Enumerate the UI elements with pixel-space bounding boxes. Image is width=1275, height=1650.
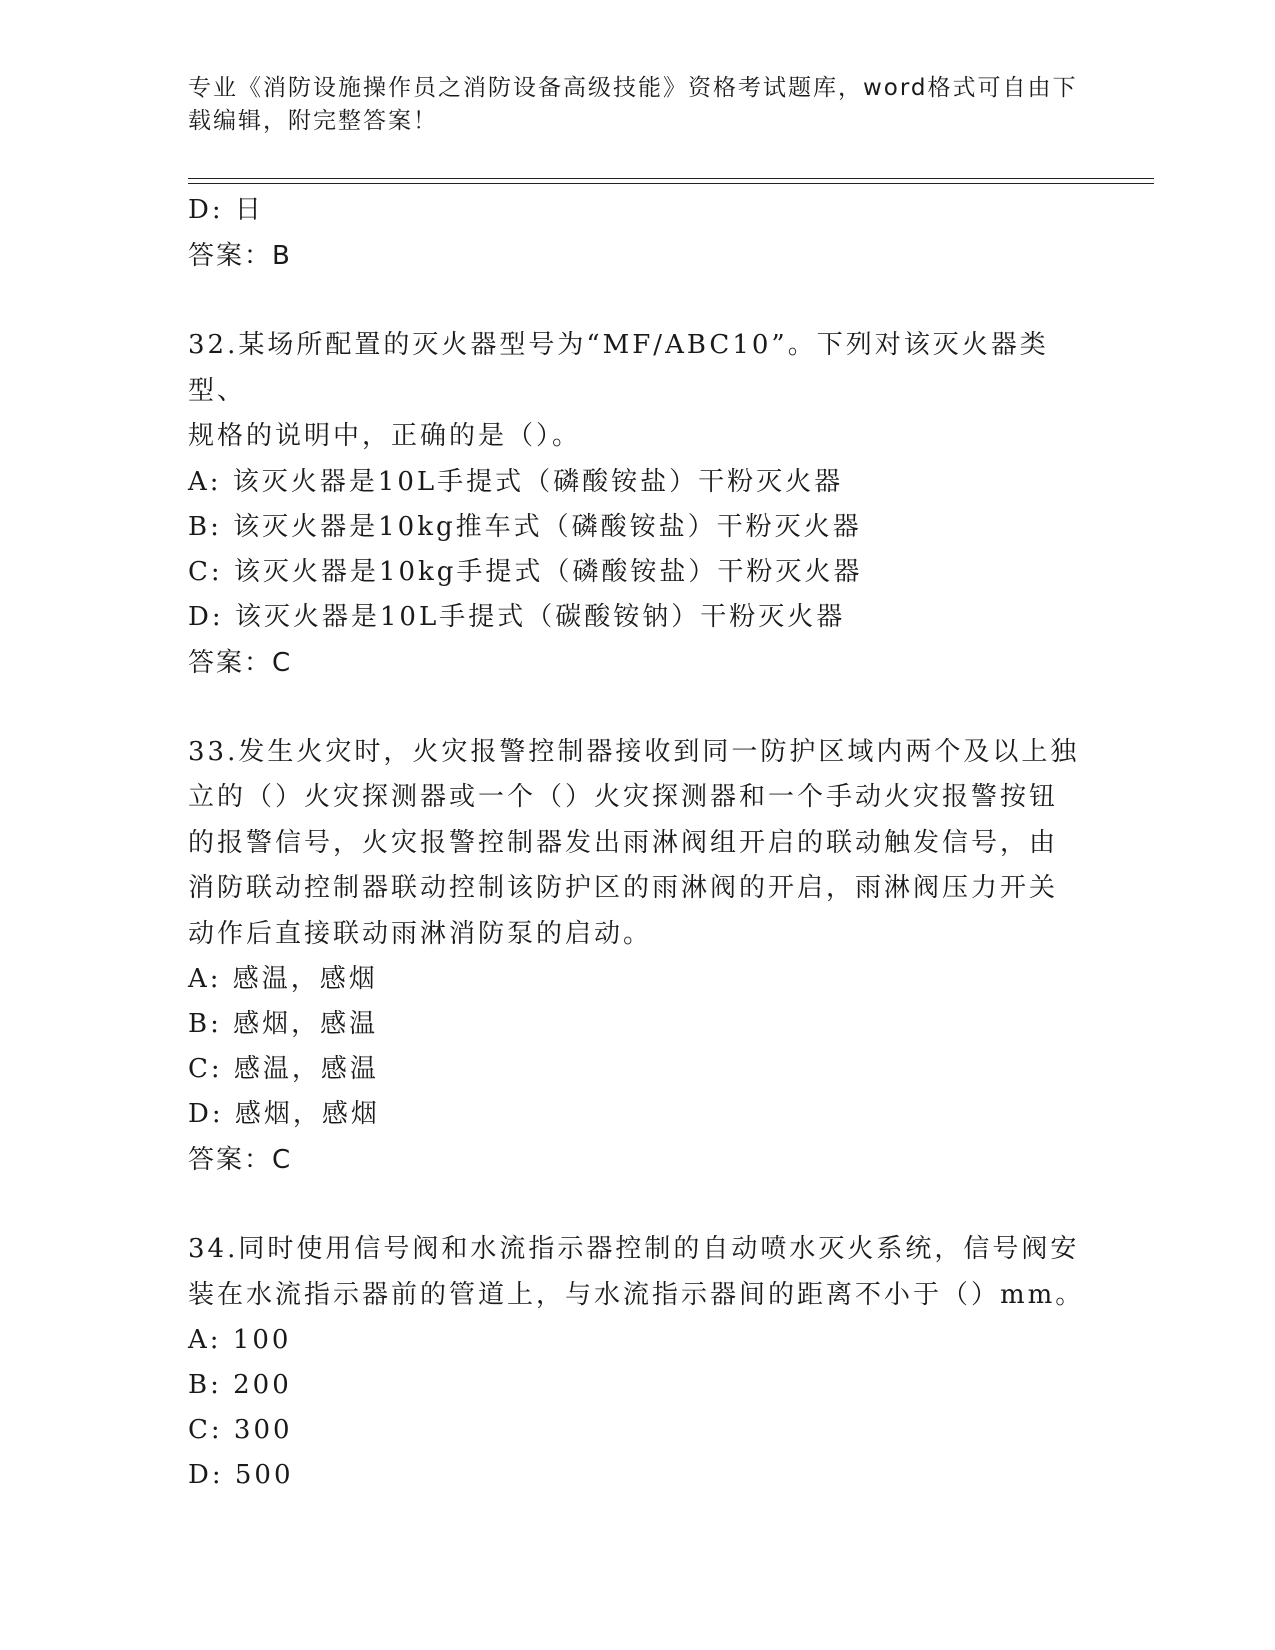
option-c: C: 300: [188, 1415, 293, 1445]
header-divider-bottom: [188, 183, 1154, 184]
question-content: [188, 188, 1088, 1498]
question-text-line: 消防联动控制器联动控制该防护区的雨淋阀的开启，雨淋阀压力开关: [188, 873, 1059, 903]
answer-line: 答案：C: [188, 647, 293, 678]
question-text: [188, 323, 1088, 460]
option-d: D: 该灭火器是10L手提式（碳酸铵钠）干粉灭火器: [188, 601, 846, 632]
header-divider-top: [188, 178, 1154, 179]
header-line-1: 专业《消防设施操作员之消防设备高级技能》资格考试题库，word格式可自由下: [188, 75, 1078, 101]
option-b: B: 感烟，感温: [188, 1009, 379, 1039]
option-b: B: 200: [188, 1370, 292, 1400]
option-a: A: 100: [188, 1325, 292, 1355]
previous-question-tail: [188, 188, 1088, 279]
option-c: C: 该灭火器是10kg手提式（磷酸铵盐）干粉灭火器: [188, 556, 863, 587]
document-header: [188, 72, 1088, 138]
question-text-line: 34.同时使用信号阀和水流指示器控制的自动喷水灭火系统，信号阀安: [188, 1234, 1080, 1264]
question-34: [188, 1227, 1088, 1498]
option-a: A: 该灭火器是10L手提式（磷酸铵盐）干粉灭火器: [188, 466, 844, 497]
option-a: A: 感温，感烟: [188, 964, 378, 994]
option-d: D: 感烟，感烟: [188, 1099, 380, 1129]
option-c: C: 感温，感温: [188, 1054, 379, 1084]
option-d: D: 日: [188, 195, 264, 225]
question-text-line: 立的（）火灾探测器或一个（）火灾探测器和一个手动火灾报警按钮: [188, 782, 1059, 812]
question-text-line: 规格的说明中，正确的是（）。: [188, 421, 582, 451]
answer-line: 答案：C: [188, 1145, 293, 1175]
question-33: [188, 730, 1088, 1184]
question-text-line: 32.某场所配置的灭火器型号为“MF/ABC10”。下列对该灭火器类型、: [188, 330, 1049, 406]
question-text-line: 动作后直接联动雨淋消防泵的启动。: [188, 918, 653, 949]
answer-line: 答案：B: [188, 241, 292, 271]
question-text-line: 的报警信号，火灾报警控制器发出雨淋阀组开启的联动触发信号，由: [188, 827, 1059, 858]
question-text: [188, 1227, 1088, 1318]
question-text-line: 33.发生火灾时，火灾报警控制器接收到同一防护区域内两个及以上独: [188, 736, 1080, 767]
header-line-2: 载编辑，附完整答案！: [188, 108, 438, 134]
question-text: [188, 730, 1088, 958]
option-d: D: 500: [188, 1460, 294, 1490]
option-b: B: 该灭火器是10kg推车式（磷酸铵盐）干粉灭火器: [188, 511, 862, 542]
question-32: [188, 323, 1088, 686]
question-text-line: 装在水流指示器前的管道上，与水流指示器间的距离不小于（）mm。: [188, 1279, 1085, 1310]
